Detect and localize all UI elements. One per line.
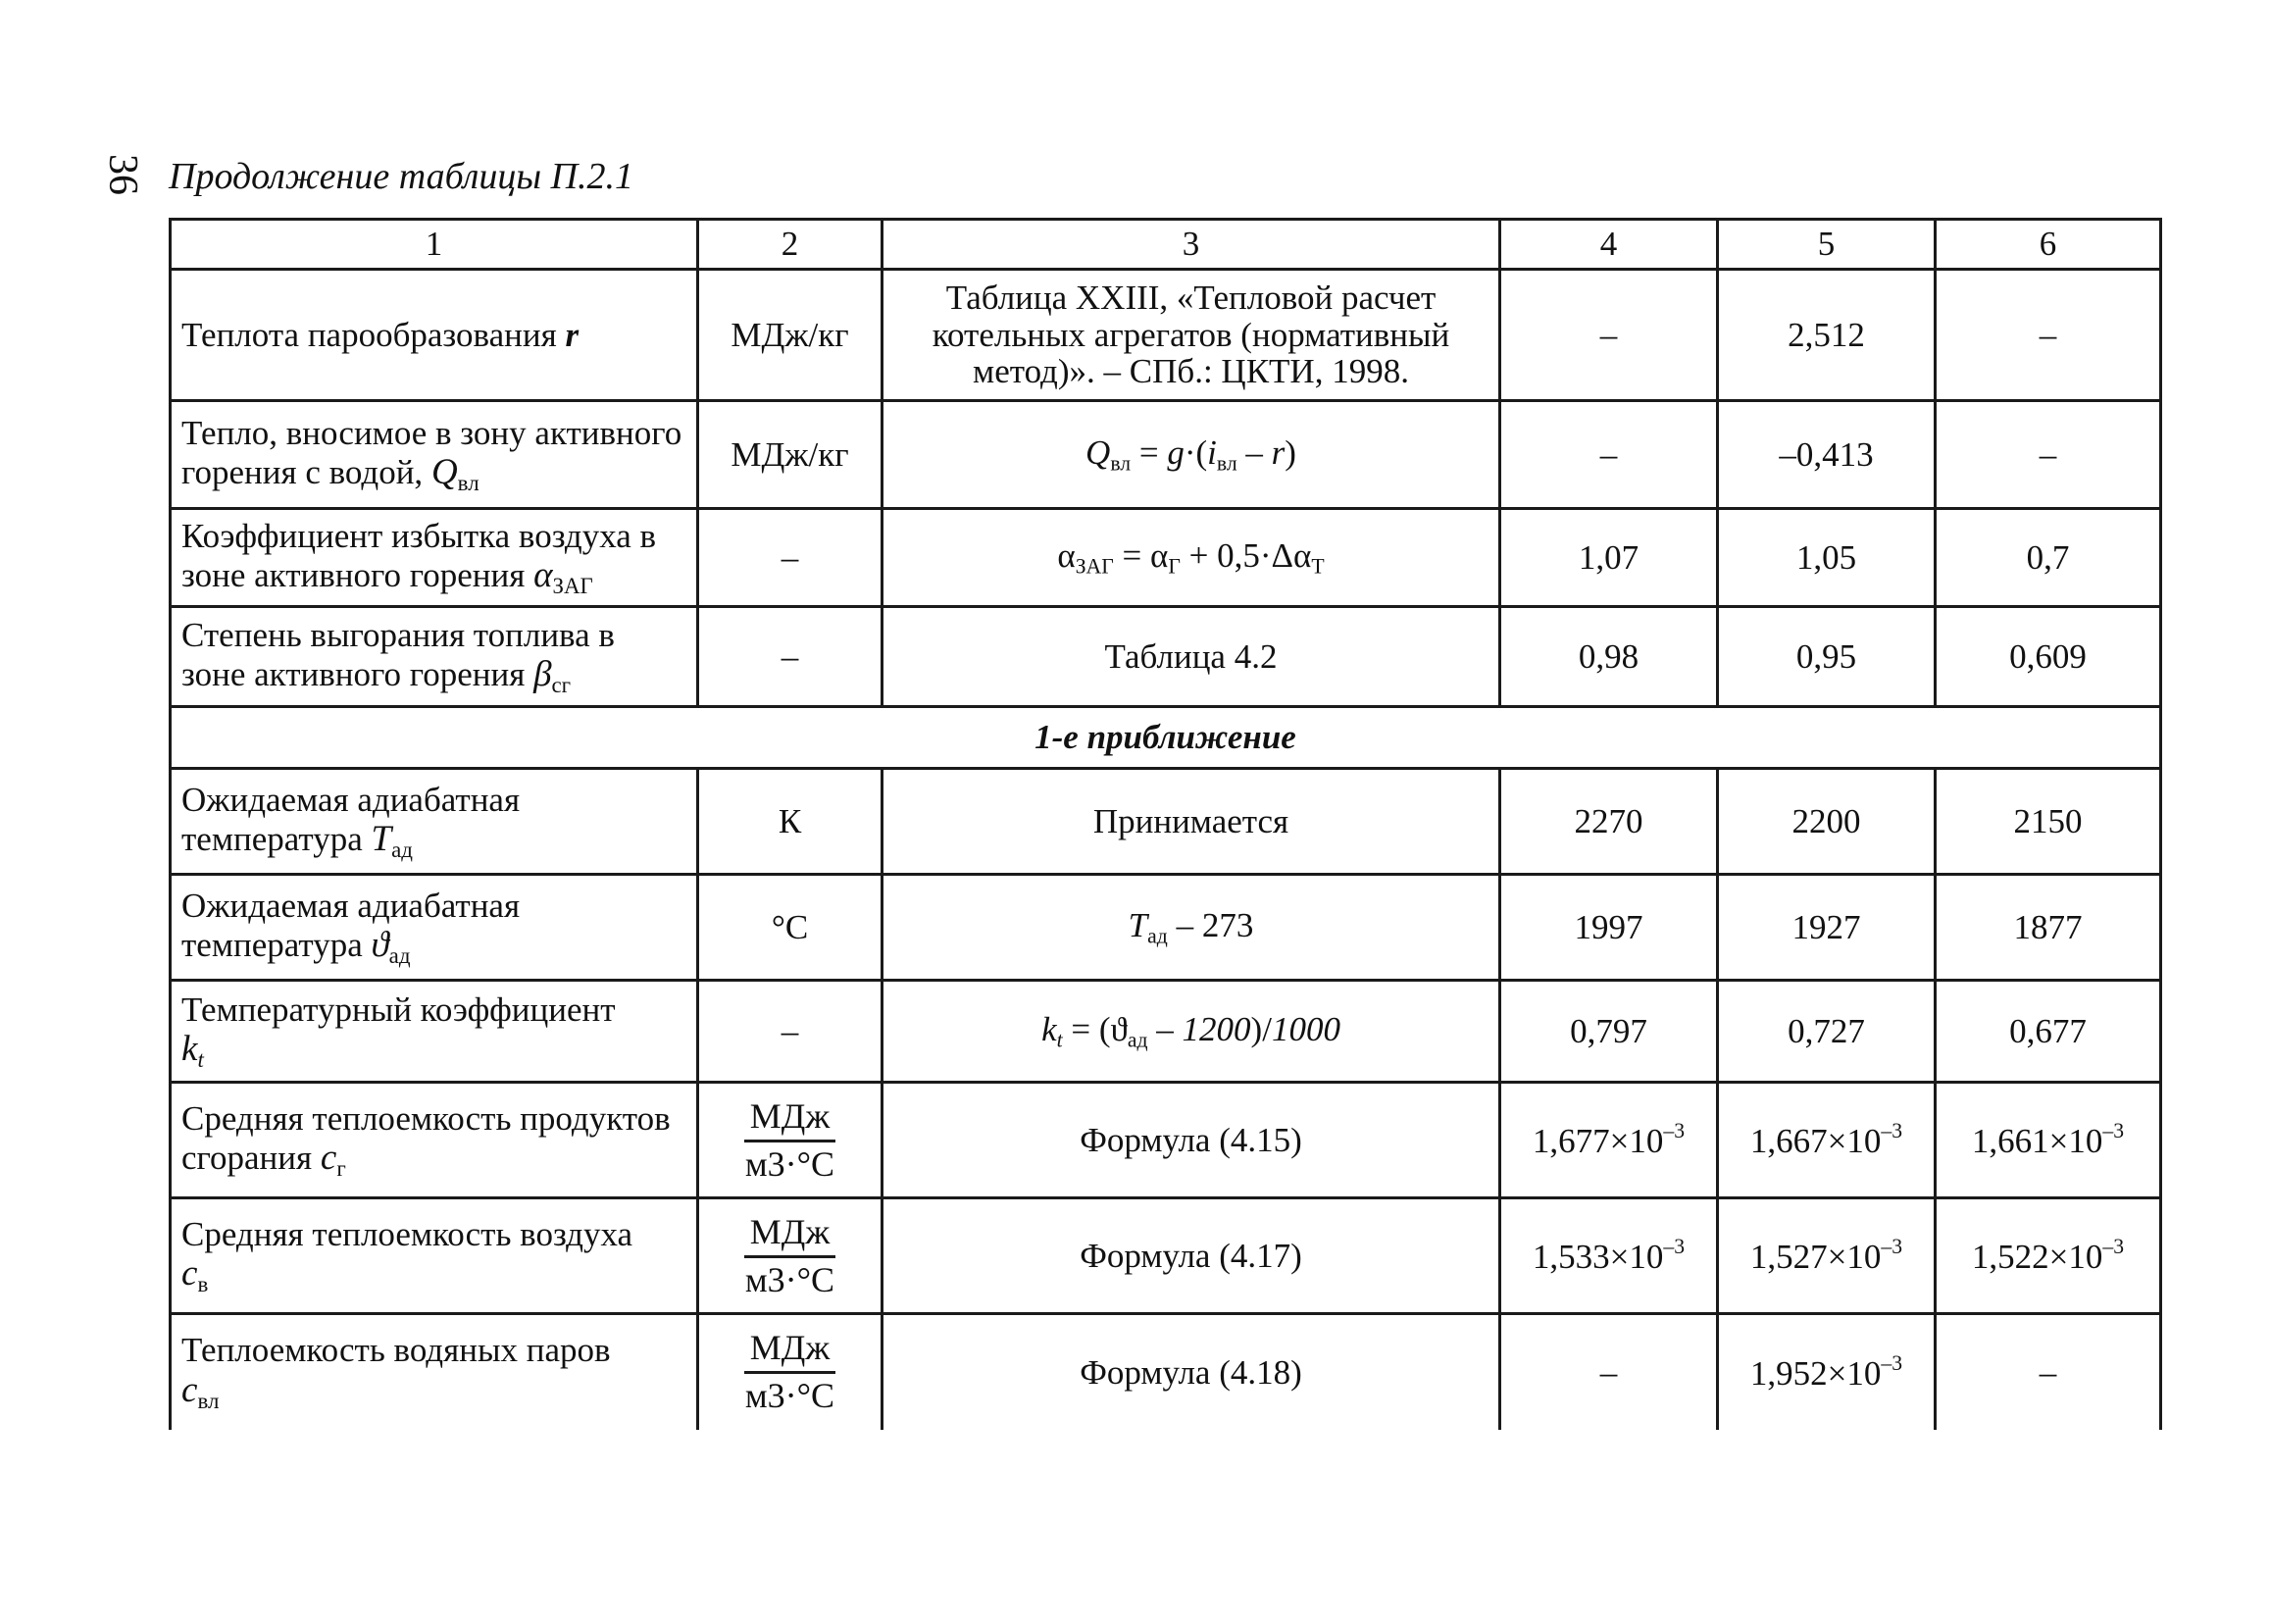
formula-q-vl: $Q_{вл} = g\cdot(i_{вл} - r)$ — [1085, 433, 1296, 476]
value-cell: $1,661\times 10^{-3}$ — [1936, 1083, 2161, 1198]
table-row — [171, 607, 2161, 707]
parameter-cell — [171, 1314, 698, 1430]
formula-k-t: $k_t = (ϑ_{ад} - 1200)/1000$ — [1041, 1010, 1340, 1052]
value-cell: 2200 — [1718, 769, 1936, 875]
formula-cell — [883, 401, 1500, 509]
table-row — [171, 401, 2161, 509]
value-cell: – — [1936, 270, 2161, 401]
table-row — [171, 1083, 2161, 1198]
parameter-name: Средняя теплоемкость продуктов сгорания — [181, 1098, 671, 1177]
unit-cell — [698, 1083, 883, 1198]
value-cell: 0,609 — [1936, 607, 2161, 707]
parameter-symbol: $\beta_{сг}$ — [533, 653, 572, 697]
table-caption: Продолжение таблицы П.2.1 — [169, 156, 634, 197]
parameter-name: Средняя теплоемкость воздуха — [181, 1214, 633, 1253]
unit-cell: – — [698, 981, 883, 1083]
parameter-cell — [171, 509, 698, 607]
column-number: 1 — [171, 220, 698, 270]
value-cell: – — [1936, 401, 2161, 509]
value-cell: 1,07 — [1500, 509, 1718, 607]
value-cell: – — [1500, 270, 1718, 401]
column-number: 2 — [698, 220, 883, 270]
parameter-symbol: $\alpha_{ЗАГ}$ — [533, 554, 593, 598]
source-cell: Таблица XXIII, «Тепловой расчет котельных агрегатов (нормативный метод)». – СПб.: ЦКТИ, 1998. — [883, 270, 1500, 401]
parameter-symbol: $c_{вл}$ — [181, 1369, 220, 1413]
unit-cell: К — [698, 769, 883, 875]
parameter-name: Теплоемкость водяных паров — [181, 1331, 611, 1370]
data-table — [169, 218, 2162, 1430]
parameter-cell — [171, 981, 698, 1083]
value-cell: – — [1500, 1314, 1718, 1430]
value-cell: 1877 — [1936, 875, 2161, 981]
table-row — [171, 270, 2161, 401]
source-cell: Принимается — [883, 769, 1500, 875]
value-cell: 2150 — [1936, 769, 2161, 875]
source-cell: Формула (4.17) — [883, 1198, 1500, 1314]
parameter-name: Ожидаемая адиабатная температура — [181, 886, 521, 964]
table-row — [171, 981, 2161, 1083]
page-number: 36 — [100, 154, 145, 195]
table-row — [171, 1314, 2161, 1430]
parameter-name: Температурный коэффициент — [181, 990, 616, 1029]
source-cell: Формула (4.15) — [883, 1083, 1500, 1198]
parameter-name: Теплота парообразования — [181, 315, 557, 354]
parameter-name: Коэффициент избытка воздуха в зоне активного горения — [181, 516, 657, 594]
unit-cell — [698, 1314, 883, 1430]
parameter-cell — [171, 769, 698, 875]
formula-cell — [883, 875, 1500, 981]
parameter-name: Тепло, вносимое в зону активного горения с водой, — [181, 413, 682, 491]
parameter-symbol: $ϑ_{ад}$ — [371, 924, 411, 968]
unit-cell: МДж/кг — [698, 270, 883, 401]
value-cell: $1,533\times 10^{-3}$ — [1500, 1198, 1718, 1314]
column-number: 3 — [883, 220, 1500, 270]
value-cell: $1,667\times 10^{-3}$ — [1718, 1083, 1936, 1198]
value-cell: 0,797 — [1500, 981, 1718, 1083]
parameter-symbol: $k_t$ — [181, 1028, 204, 1072]
parameter-name: Ожидаемая адиабатная температура — [181, 780, 521, 858]
parameter-cell — [171, 1198, 698, 1314]
value-cell: $1,527\times 10^{-3}$ — [1718, 1198, 1936, 1314]
value-cell: 0,95 — [1718, 607, 1936, 707]
value-cell: 0,7 — [1936, 509, 2161, 607]
value-cell: 2,512 — [1718, 270, 1936, 401]
table-row — [171, 875, 2161, 981]
value-cell: $1,522\times 10^{-3}$ — [1936, 1198, 2161, 1314]
source-cell: Таблица 4.2 — [883, 607, 1500, 707]
value-cell: 2270 — [1500, 769, 1718, 875]
value-cell: 1,05 — [1718, 509, 1936, 607]
formula-theta-ad: $T_{ад} - 273$ — [1128, 906, 1254, 948]
unit-cell — [698, 1198, 883, 1314]
value-cell: 1927 — [1718, 875, 1936, 981]
parameter-symbol: $Q_{вл}$ — [430, 451, 479, 495]
value-cell: $1,677\times 10^{-3}$ — [1500, 1083, 1718, 1198]
parameter-cell — [171, 1083, 698, 1198]
value-cell: – — [1936, 1314, 2161, 1430]
value-cell: –0,413 — [1718, 401, 1936, 509]
formula-cell — [883, 509, 1500, 607]
unit-cell: °С — [698, 875, 883, 981]
section-header-row — [171, 707, 2161, 769]
parameter-cell — [171, 401, 698, 509]
column-number: 6 — [1936, 220, 2161, 270]
column-number: 5 — [1718, 220, 1936, 270]
parameter-cell — [171, 875, 698, 981]
column-number: 4 — [1500, 220, 1718, 270]
value-cell: $1,952\times 10^{-3}$ — [1718, 1314, 1936, 1430]
source-cell: Формула (4.18) — [883, 1314, 1500, 1430]
unit-cell: – — [698, 607, 883, 707]
parameter-name: Степень выгорания топлива в зоне активного горения — [181, 615, 615, 693]
unit-cell: МДж/кг — [698, 401, 883, 509]
table-row — [171, 509, 2161, 607]
value-cell: 1997 — [1500, 875, 1718, 981]
table-row — [171, 1198, 2161, 1314]
unit-fraction: $\frac{\text{МДж}}{м3\cdot^\circ С}$ — [744, 1095, 835, 1184]
parameter-symbol: $T_{ад}$ — [371, 818, 413, 862]
unit-fraction: $\frac{\text{МДж}}{м3\cdot^\circ С}$ — [744, 1211, 835, 1299]
parameter-symbol: $c_в$ — [181, 1252, 209, 1296]
unit-fraction: $\frac{\text{МДж}}{м3\cdot^\circ С}$ — [744, 1328, 835, 1416]
section-title: 1-е приближение — [171, 707, 2161, 769]
column-number-row — [171, 220, 2161, 270]
value-cell: 0,727 — [1718, 981, 1936, 1083]
formula-alpha-zag: $\alpha_{ЗАГ} = \alpha_Г + 0,5\cdot\Delta\alpha_Т$ — [1057, 536, 1325, 579]
unit-cell: – — [698, 509, 883, 607]
value-cell: 0,677 — [1936, 981, 2161, 1083]
table-row — [171, 769, 2161, 875]
parameter-symbol: $c_г$ — [320, 1137, 346, 1181]
parameter-cell — [171, 270, 698, 401]
value-cell: – — [1500, 401, 1718, 509]
parameter-symbol: r — [565, 315, 580, 354]
parameter-cell — [171, 607, 698, 707]
formula-cell — [883, 981, 1500, 1083]
value-cell: 0,98 — [1500, 607, 1718, 707]
